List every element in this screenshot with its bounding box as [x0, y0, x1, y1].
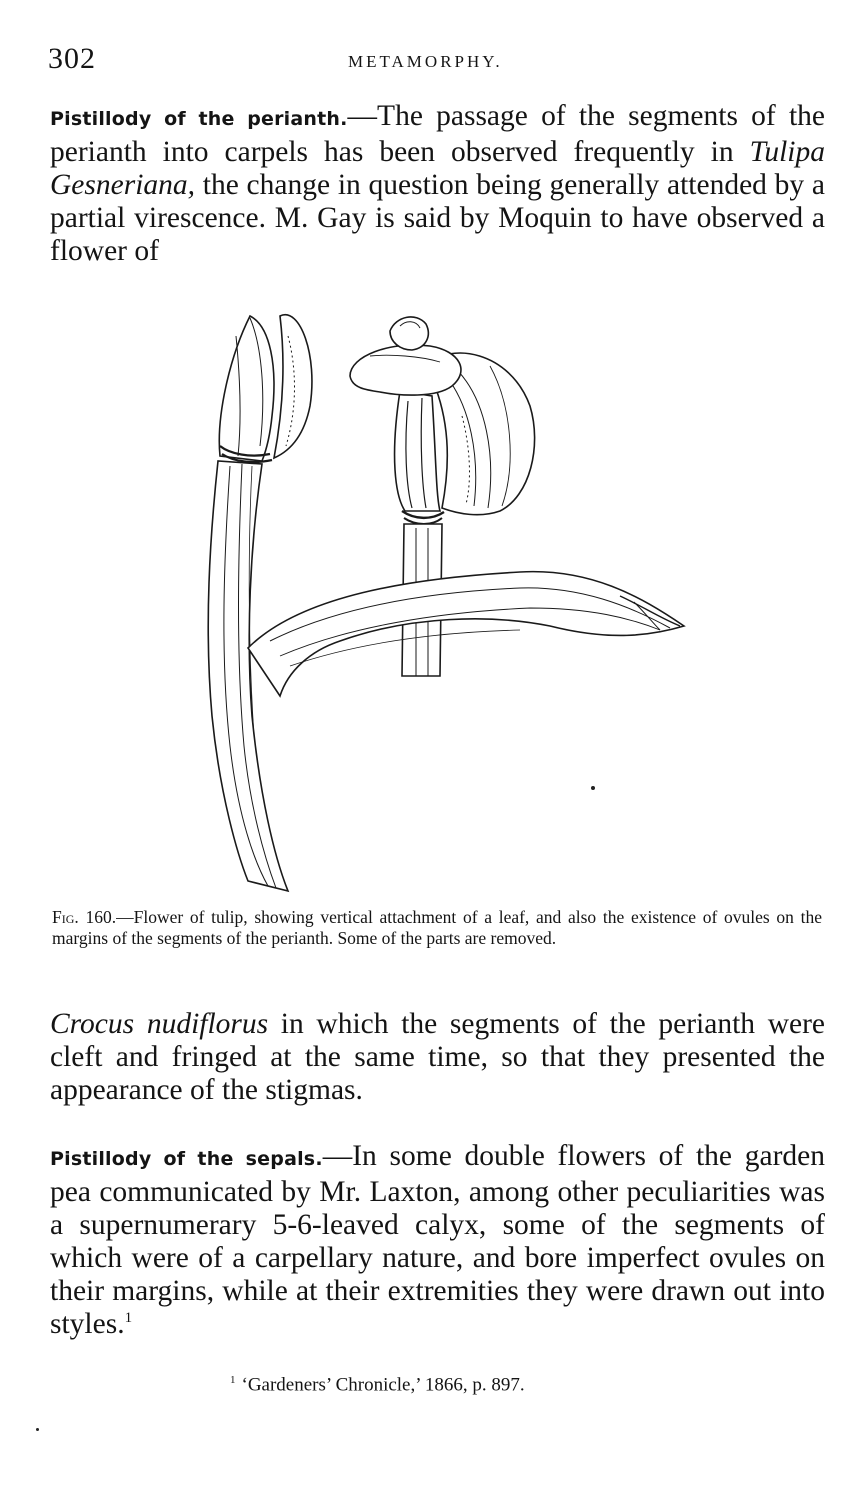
footnote-mark: 1 — [230, 1374, 236, 1386]
species-name: Tulipa Gesneriana, — [50, 136, 825, 201]
running-title: METAMORPHY. — [348, 52, 503, 71]
paragraph-text: —In some double flowers of the garden pea communicated by Mr. Laxton, among other peculiarities was a supernumerary 5-6-leaved calyx, some of the segments of which were of a carpellary nature, and bore imperfect ovules on their margins, while at their extremities they were drawn out into styles. — [50, 1140, 825, 1340]
tulip-engraving — [190, 296, 710, 896]
figure-caption — [52, 907, 822, 948]
paragraph-crocus — [50, 1008, 825, 1107]
footnote-text: ‘Gardeners’ Chronicle,’ 1866, p. 897. — [241, 1374, 525, 1396]
section-lead-sepals: Pistillody of the sepals. — [50, 1148, 323, 1170]
footnote-reference[interactable]: 1 — [124, 1310, 133, 1327]
species-name: Crocus nudiflorus — [50, 1008, 269, 1040]
figure-label: Fig. 160. — [52, 907, 117, 927]
footnote — [230, 1374, 525, 1396]
print-speck — [36, 1428, 39, 1431]
caption-text: —Flower of tulip, showing vertical attachment of a leaf, and also the existence of ovules on the margins of the segments of the perianth. Some of the parts are removed. — [52, 907, 822, 948]
running-head — [48, 42, 828, 82]
paragraph-pistillody-perianth — [50, 100, 825, 268]
page-number: 302 — [48, 42, 96, 75]
paragraph-text: the change in question being generally attended by a partial virescence. M. Gay is said by Moquin to have observed a flower of — [50, 169, 825, 267]
paragraph-pistillody-sepals — [50, 1140, 825, 1341]
tulip-illustration — [190, 296, 710, 896]
paragraph-text: —The passage of the segments of the perianth into carpels has been observed frequently in — [50, 100, 825, 168]
paragraph-text: in which the segments of the perianth were cleft and fringed at the same time, so that they presented the appearance of the stigmas. — [50, 1008, 826, 1106]
print-speck — [591, 786, 595, 790]
section-lead-perianth: Pistillody of the perianth. — [50, 108, 348, 130]
